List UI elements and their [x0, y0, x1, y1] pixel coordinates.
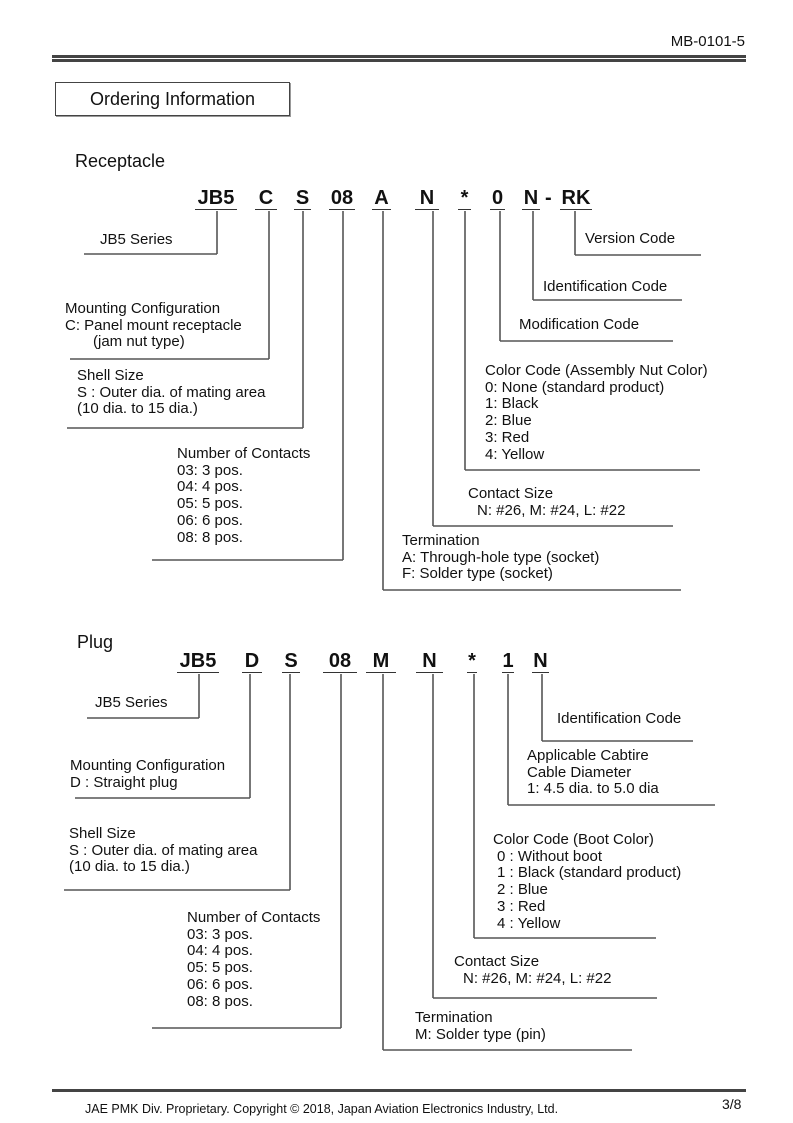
plug-cable-block: [527, 748, 659, 798]
plug-termination-option: M: Solder type (pin): [415, 1025, 546, 1043]
rec-code-dash: -: [545, 187, 552, 209]
rec-color-option: 2: Blue: [485, 412, 532, 430]
rec-shell-block: [77, 368, 265, 418]
rec-color-option: 4: Yellow: [485, 445, 545, 463]
plug-code-color: *: [468, 650, 476, 672]
plug-shell-heading: Shell Size: [69, 825, 136, 842]
rec-contact-size-options: N: #26, M: #24, L: #22: [477, 501, 626, 519]
rec-color-option: 3: Red: [485, 428, 530, 446]
rec-contacts-option: 08: 8 pos.: [177, 528, 243, 546]
rec-shell-option: S : Outer dia. of mating area: [77, 383, 266, 401]
plug-code-contact-size: N: [416, 650, 443, 673]
rec-termination-block: [402, 533, 599, 583]
rec-code-identification: N: [523, 187, 539, 209]
rec-contact-size-block: [468, 486, 625, 519]
rec-code-modification: 0: [491, 187, 504, 209]
rec-color-heading: Color Code (Assembly Nut Color): [485, 362, 708, 379]
footer-rule: [52, 1089, 746, 1092]
rec-identification-text: Identification Code: [543, 278, 668, 295]
plug-mounting-block: [70, 758, 225, 791]
rec-version-text: Version Code: [585, 230, 676, 247]
rec-contact-size-heading: Contact Size: [468, 485, 554, 502]
plug-cable-heading: Applicable Cabtire: [527, 747, 649, 764]
document-number: MB-0101-5: [670, 33, 745, 50]
plug-contacts-heading: Number of Contacts: [187, 909, 321, 926]
plug-series-text: JB5 Series: [95, 694, 168, 711]
rec-shell-heading: Shell Size: [77, 367, 144, 384]
rec-contacts-option: 06: 6 pos.: [177, 511, 243, 529]
plug-mounting-heading: Mounting Configuration: [70, 757, 226, 774]
rec-termination-option: F: Solder type (socket): [402, 565, 553, 583]
plug-color-block: [493, 832, 681, 932]
rec-contacts-heading: Number of Contacts: [177, 445, 311, 462]
plug-contacts-option: 05: 5 pos.: [187, 959, 253, 977]
plug-shell-note: (10 dia. to 15 dia.): [69, 858, 190, 876]
plug-contacts-option: 03: 3 pos.: [187, 925, 253, 943]
plug-contacts-block: [187, 910, 320, 1010]
receptacle-label: Receptacle: [75, 151, 166, 171]
rec-contacts-block: [177, 446, 310, 546]
rec-code-termination: A: [372, 187, 391, 210]
plug-identification-text: Identification Code: [557, 710, 682, 727]
plug-mounting-option: D : Straight plug: [70, 773, 178, 791]
plug-code-shell: S: [282, 650, 300, 673]
plug-code-mounting: D: [242, 650, 262, 673]
footer-copyright: JAE PMK Div. Proprietary. Copyright © 2018, Japan Aviation Electronics Industry, Ltd.: [85, 1102, 559, 1116]
plug-cable-option: 1: 4.5 dia. to 5.0 dia: [527, 780, 659, 798]
rec-termination-heading: Termination: [402, 532, 480, 549]
page-number: 3/8: [722, 1096, 742, 1112]
rec-code-color: *: [458, 187, 471, 210]
rec-shell-note: (10 dia. to 15 dia.): [77, 400, 198, 418]
plug-color-option: 0 : Without boot: [497, 847, 603, 865]
plug-color-option: 2 : Blue: [497, 881, 548, 899]
rec-code-version: RK: [561, 187, 591, 209]
rec-series-text: JB5 Series: [100, 231, 173, 248]
plug-contact-size-options: N: #26, M: #24, L: #22: [463, 969, 612, 987]
plug-code-identification: N: [533, 650, 548, 672]
section-title: Ordering Information: [55, 82, 290, 116]
rec-modification-text: Modification Code: [519, 316, 640, 333]
rec-color-block: [485, 363, 708, 463]
rec-code-contacts: 08: [330, 187, 354, 209]
plug-shell-block: [69, 826, 257, 876]
rec-code-shell: S: [295, 187, 310, 209]
rec-color-option: 1: Black: [485, 395, 539, 413]
plug-code-series: JB5: [177, 650, 219, 673]
plug-contact-size-block: [454, 954, 611, 987]
plug-termination-block: [415, 1010, 546, 1043]
rec-contacts-option: 05: 5 pos.: [177, 495, 243, 513]
plug-contacts-option: 08: 8 pos.: [187, 992, 253, 1010]
plug-color-heading: Color Code (Boot Color): [493, 831, 654, 848]
rec-mounting-option: C: Panel mount receptacle: [65, 316, 242, 334]
plug-cable-heading-2: Cable Diameter: [527, 763, 632, 781]
rec-contacts-option: 04: 4 pos.: [177, 478, 243, 496]
plug-color-option: 4 : Yellow: [497, 914, 561, 932]
plug-termination-heading: Termination: [415, 1009, 493, 1026]
plug-color-option: 3 : Red: [497, 897, 546, 915]
rec-mounting-note: (jam nut type): [93, 333, 185, 351]
plug-label: Plug: [77, 632, 114, 652]
rec-code-series: JB5: [195, 187, 237, 210]
plug-code-cable: 1: [502, 650, 514, 672]
plug-color-option: 1 : Black (standard product): [497, 864, 682, 882]
plug-code-termination: M: [366, 650, 396, 673]
rec-mounting-heading: Mounting Configuration: [65, 300, 221, 317]
plug-code-contacts: 08: [323, 650, 357, 673]
rec-mounting-block: [65, 301, 242, 351]
rec-code-mounting: C: [255, 187, 277, 210]
plug-contact-size-heading: Contact Size: [454, 953, 540, 970]
rec-code-contact-size: N: [415, 187, 439, 210]
rec-termination-option: A: Through-hole type (socket): [402, 548, 600, 566]
rec-color-option: 0: None (standard product): [485, 378, 665, 396]
plug-contacts-option: 06: 6 pos.: [187, 975, 253, 993]
plug-shell-option: S : Outer dia. of mating area: [69, 841, 258, 859]
plug-contacts-option: 04: 4 pos.: [187, 942, 253, 960]
rec-contacts-option: 03: 3 pos.: [177, 461, 243, 479]
